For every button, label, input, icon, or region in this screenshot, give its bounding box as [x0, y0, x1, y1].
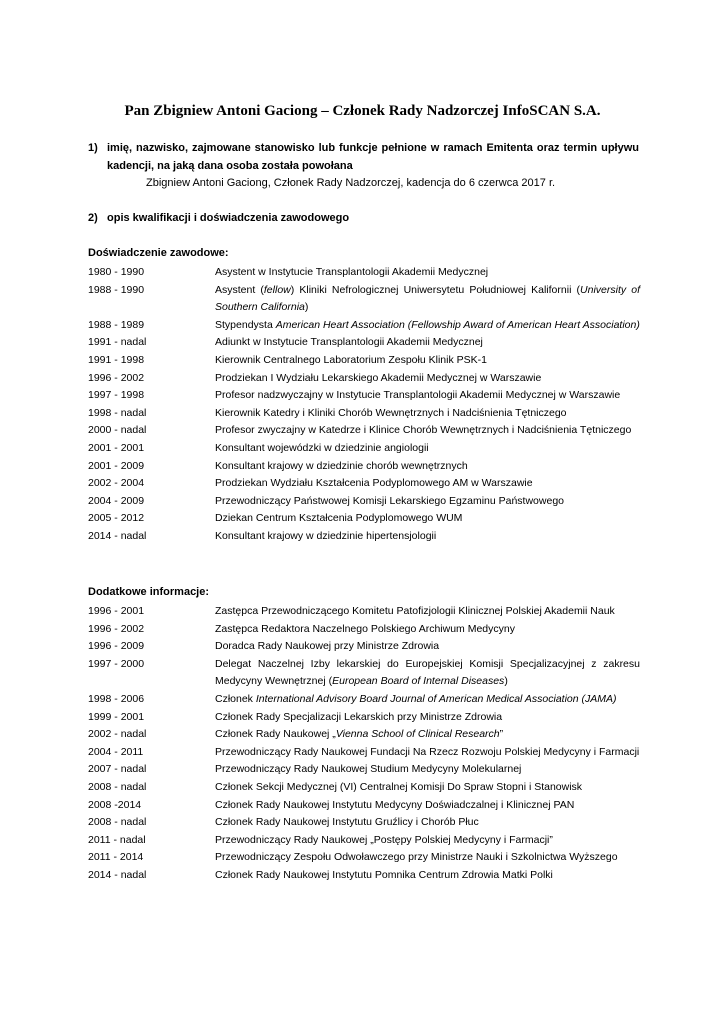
- additional-row: [88, 638, 640, 656]
- experience-date: 1997 - 1998: [88, 389, 145, 402]
- additional-heading: Dodatkowe informacje:: [88, 586, 210, 598]
- additional-date: 1999 - 2001: [88, 710, 145, 723]
- experience-date: 1988 - 1989: [88, 318, 145, 331]
- experience-date: 1991 - nadal: [88, 336, 147, 349]
- additional-date: 1998 - 2006: [88, 692, 145, 705]
- experience-description: Konsultant wojewódzki w dziedzinie angiologii: [215, 441, 429, 454]
- experience-row: [88, 387, 640, 405]
- additional-description: Członek Rady Naukowej Instytutu Gruźlicy i Chorób Płuc: [215, 816, 479, 829]
- experience-date: 2000 - nadal: [88, 424, 147, 437]
- additional-date: 1997 - 2000: [88, 657, 145, 670]
- experience-description: Prodziekan I Wydziału Lekarskiego Akademii Medycznej w Warszawie: [215, 371, 542, 384]
- experience-row: [88, 440, 640, 458]
- experience-description: Asystent w Instytucie Transplantologii Akademii Medycznej: [215, 266, 489, 278]
- additional-date: 2014 - nadal: [88, 868, 147, 881]
- additional-description: Zastępca Redaktora Naczelnego Polskiego Archiwum Medycyny: [215, 622, 515, 635]
- additional-row: [88, 761, 640, 779]
- experience-row: [88, 282, 640, 317]
- experience-description: Kierownik Katedry i Kliniki Chorób Wewnętrznych i Nadciśnienia Tętniczego: [215, 406, 567, 419]
- experience-row: [88, 264, 640, 282]
- additional-date: 2004 - 2011: [88, 745, 144, 758]
- additional-date: 2008 - nadal: [88, 780, 147, 793]
- experience-date: 2014 - nadal: [88, 529, 147, 542]
- experience-date: 2005 - 2012: [88, 512, 145, 525]
- question-1-answer: Zbigniew Antoni Gaciong, Członek Rady Nadzorczej, kadencja do 6 czerwca 2017 r.: [146, 177, 556, 189]
- question-1: [88, 139, 639, 175]
- experience-list: [88, 264, 640, 546]
- additional-description: Delegat Naczelnej Izby lekarskiej do Europejskiej Komisji Specjalizacyjnej z zakresu Medycyny Wewnętrznej (European Board of Internal Diseases): [215, 657, 640, 688]
- question-2-text: opis kwalifikacji i doświadczenia zawodowego: [107, 212, 350, 224]
- experience-row: [88, 405, 640, 423]
- experience-date: 2001 - 2009: [88, 459, 145, 472]
- additional-description: Członek Rady Naukowej „Vienna School of Clinical Research”: [215, 728, 504, 741]
- experience-description: Kierownik Centralnego Laboratorium Zespołu Klinik PSK-1: [215, 353, 487, 366]
- experience-row: [88, 317, 640, 335]
- additional-row: [88, 797, 640, 815]
- additional-row: [88, 867, 640, 885]
- page-title: Pan Zbigniew Antoni Gaciong – Członek Rady Nadzorczej InfoSCAN S.A.: [124, 103, 601, 119]
- additional-date: 2008 - nadal: [88, 816, 147, 829]
- question-2-number: 2): [88, 212, 98, 224]
- additional-row: [88, 621, 640, 639]
- additional-description: Członek Rady Naukowej Instytutu Medycyny Doświadczalnej i Klinicznej PAN: [215, 798, 575, 811]
- experience-description: Asystent (fellow) Kliniki Nefrologicznej Uniwersytetu Południowej Kalifornii (University of Southern California): [215, 283, 641, 314]
- additional-date: 2011 - 2014: [88, 851, 144, 864]
- additional-date: 2008 -2014: [88, 798, 142, 811]
- experience-date: 1991 - 1998: [88, 353, 145, 366]
- additional-description: Członek Rady Naukowej Instytutu Pomnika Centrum Zdrowia Matki Polki: [215, 868, 553, 881]
- experience-heading: Doświadczenie zawodowe:: [88, 247, 229, 259]
- experience-description: Konsultant krajowy w dziedzinie chorób wewnętrznych: [215, 459, 468, 472]
- additional-date: 1996 - 2009: [88, 640, 145, 653]
- experience-date: 2002 - 2004: [88, 477, 145, 490]
- additional-date: 2002 - nadal: [88, 728, 147, 741]
- additional-description: Przewodniczący Rady Naukowej Studium Medycyny Molekularnej: [215, 763, 522, 776]
- experience-date: 1988 - 1990: [88, 283, 145, 296]
- question-1-text: imię, nazwisko, zajmowane stanowisko lub funkcje pełnione w ramach Emitenta oraz termin upływu kadencji, na jaką dana osoba została powołana: [107, 142, 639, 172]
- additional-row: [88, 709, 640, 727]
- experience-description: Dziekan Centrum Kształcenia Podyplomowego WUM: [215, 512, 463, 525]
- additional-row: [88, 779, 640, 797]
- additional-date: 2011 - nadal: [88, 833, 146, 846]
- experience-description: Adiunkt w Instytucie Transplantologii Akademii Medycznej: [215, 336, 483, 349]
- additional-date: 1996 - 2002: [88, 622, 145, 635]
- experience-row: [88, 510, 640, 528]
- experience-row: [88, 370, 640, 388]
- experience-row: [88, 475, 640, 493]
- additional-list: [88, 603, 640, 885]
- additional-row: [88, 814, 640, 832]
- additional-description: Przewodniczący Rady Naukowej Fundacji Na Rzecz Rozwoju Polskiej Medycyny i Farmacji: [215, 745, 640, 758]
- experience-description: Prodziekan Wydziału Kształcenia Podyplomowego AM w Warszawie: [215, 477, 533, 490]
- question-1-number: 1): [88, 142, 98, 154]
- experience-date: 1996 - 2002: [88, 371, 145, 384]
- experience-description: Konsultant krajowy w dziedzinie hipertensjologii: [215, 529, 437, 542]
- additional-description: Przewodniczący Rady Naukowej „Postępy Polskiej Medycyny i Farmacji”: [215, 833, 553, 846]
- additional-description: Członek Rady Specjalizacji Lekarskich przy Ministrze Zdrowia: [215, 710, 503, 723]
- experience-description: Przewodniczący Państwowej Komisji Lekarskiego Egzaminu Państwowego: [215, 494, 564, 507]
- experience-date: 2001 - 2001: [88, 441, 145, 454]
- experience-row: [88, 528, 640, 546]
- additional-row: [88, 603, 640, 621]
- additional-row: [88, 726, 640, 744]
- experience-date: 1998 - nadal: [88, 406, 147, 419]
- additional-description: Członek Sekcji Medycznej (VI) Centralnej Komisji Do Spraw Stopni i Stanowisk: [215, 780, 583, 793]
- additional-date: 2007 - nadal: [88, 763, 147, 776]
- additional-row: [88, 744, 640, 762]
- additional-description: Członek International Advisory Board Journal of American Medical Association (JAMA): [215, 692, 617, 705]
- experience-row: [88, 422, 640, 440]
- experience-description: Profesor zwyczajny w Katedrze i Klinice Chorób Wewnętrznych i Nadciśnienia Tętniczego: [215, 424, 632, 437]
- additional-description: Przewodniczący Zespołu Odwoławczego przy Ministrze Nauki i Szkolnictwa Wyższego: [215, 851, 618, 864]
- additional-row: [88, 691, 640, 709]
- additional-row: [88, 849, 640, 867]
- additional-date: 1996 - 2001: [88, 605, 145, 617]
- experience-row: [88, 334, 640, 352]
- experience-date: 1980 - 1990: [88, 266, 145, 278]
- experience-description: Stypendysta American Heart Association (Fellowship Award of American Heart Association): [215, 318, 640, 331]
- additional-description: Doradca Rady Naukowej przy Ministrze Zdrowia: [215, 640, 440, 653]
- experience-description: Profesor nadzwyczajny w Instytucie Transplantologii Akademii Medycznej w Warszawie: [215, 389, 621, 402]
- experience-row: [88, 352, 640, 370]
- additional-row: [88, 656, 640, 691]
- experience-row: [88, 493, 640, 511]
- question-2: [88, 212, 349, 224]
- experience-row: [88, 458, 640, 476]
- additional-row: [88, 832, 640, 850]
- experience-date: 2004 - 2009: [88, 494, 145, 507]
- additional-description: Zastępca Przewodniczącego Komitetu Patofizjologii Klinicznej Polskiej Akademii Nauk: [215, 605, 615, 617]
